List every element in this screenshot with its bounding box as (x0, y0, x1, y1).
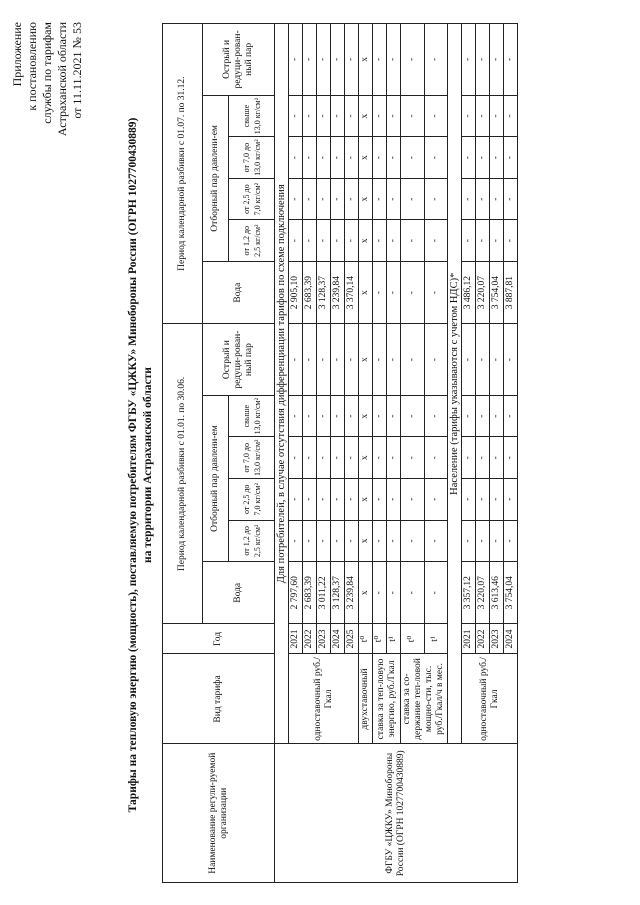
dash-cell: - (345, 137, 359, 179)
water-value-h1: 3 754,04 (504, 562, 518, 624)
year-cell: 2025 (345, 624, 359, 654)
dash-cell: - (476, 24, 490, 96)
dash-cell: - (331, 395, 345, 437)
header-pressure-4: свыше 13,0 кг/см² (229, 395, 275, 437)
header-sharp-steam: Острый и редуци-рован-ный пар (203, 24, 275, 96)
water-value-h2: 3 239,84 (331, 261, 345, 323)
dash-cell: - (462, 324, 476, 396)
dash-cell: - (373, 324, 387, 396)
year-cell: 2023 (490, 624, 504, 654)
cross-cell: x (359, 437, 373, 479)
dash-cell: - (345, 520, 359, 562)
section-consumers: Для потребителей, в случае отсутствия дифференциации тарифов по схеме подключения (275, 24, 289, 744)
dash-cell: - (303, 324, 317, 396)
dash-cell: - (504, 324, 518, 396)
year-cell: 2021 (289, 624, 303, 654)
dash-cell: - (462, 178, 476, 220)
dash-cell: - (490, 178, 504, 220)
header-period-1: Период календарной разбивки с 01.01. по 30.06. (163, 324, 203, 624)
water-value-h1: 2 797,60 (289, 562, 303, 624)
water-value-h1: 3 011,22 (317, 562, 331, 624)
cross-cell: x (359, 479, 373, 521)
dash-cell: - (490, 137, 504, 179)
cross-cell: x (359, 324, 373, 396)
header-pressure-2: от 2,5 до 7,0 кг/см² (229, 479, 275, 521)
year-cell: 2022 (476, 624, 490, 654)
cross-cell: x (359, 137, 373, 179)
dash-cell: - (345, 178, 359, 220)
dash-cell: - (462, 137, 476, 179)
dash-cell: - (476, 178, 490, 220)
dash-cell: - (504, 95, 518, 137)
dash-cell: - (289, 24, 303, 96)
appendix-line: службы по тарифам (40, 22, 54, 124)
dash-cell: - (317, 324, 331, 396)
dash-cell: - (387, 261, 401, 323)
dash-cell: - (401, 137, 425, 179)
dash-cell: - (424, 178, 448, 220)
water-value-h2: 3 128,37 (317, 261, 331, 323)
dash-cell: - (424, 395, 448, 437)
appendix-line: Астраханской области (55, 22, 69, 137)
header-year: Год (163, 624, 275, 654)
dash-cell: - (289, 395, 303, 437)
header-tariff-type: Вид тарифа (163, 654, 275, 744)
dash-cell: - (373, 261, 387, 323)
cross-cell: x (359, 395, 373, 437)
dash-cell: - (373, 520, 387, 562)
document-title (126, 115, 156, 815)
dash-cell: - (401, 24, 425, 96)
appendix-block (10, 22, 85, 202)
dash-cell: - (401, 261, 425, 323)
water-value-h1: 3 613,46 (490, 562, 504, 624)
dash-cell: - (331, 437, 345, 479)
dash-cell: - (373, 178, 387, 220)
header-sharp-steam: Острый и редуци-рован-ный пар (203, 324, 275, 396)
dash-cell: - (424, 95, 448, 137)
dash-cell: - (490, 395, 504, 437)
dash-cell: - (317, 137, 331, 179)
dash-cell: - (331, 137, 345, 179)
dash-cell: - (303, 137, 317, 179)
dash-cell: - (331, 520, 345, 562)
year-t0: t⁰ (401, 624, 425, 654)
water-value-h2: 2 683,39 (303, 261, 317, 323)
dash-cell: - (401, 95, 425, 137)
dash-cell: - (490, 95, 504, 137)
water-value-h2: 3 370,14 (345, 261, 359, 323)
year-t0: t⁰ (359, 624, 373, 654)
dash-cell: - (303, 220, 317, 262)
dash-cell: - (476, 437, 490, 479)
year-t1: t¹ (387, 624, 401, 654)
water-value-h2: 2 905,10 (289, 261, 303, 323)
dash-cell: - (504, 137, 518, 179)
dash-cell: - (373, 562, 387, 624)
dash-cell: - (476, 220, 490, 262)
dash-cell: - (504, 520, 518, 562)
dash-cell: - (424, 137, 448, 179)
cross-cell: x (359, 24, 373, 96)
dash-cell: - (387, 437, 401, 479)
year-t1: t¹ (424, 624, 448, 654)
dash-cell: - (424, 479, 448, 521)
year-cell: 2024 (331, 624, 345, 654)
dash-cell: - (401, 437, 425, 479)
dash-cell: - (424, 261, 448, 323)
dash-cell: - (462, 395, 476, 437)
dash-cell: - (504, 479, 518, 521)
header-period-2: Период календарной разбивки с 01.07. по 31.12. (163, 24, 203, 324)
dash-cell: - (289, 520, 303, 562)
dash-cell: - (401, 562, 425, 624)
dash-cell: - (476, 324, 490, 396)
header-steam: Отборный пар давлени-ем (203, 395, 229, 561)
cross-cell: x (359, 562, 373, 624)
section-population: Население (тарифы указываются с учетом НДС)* (448, 24, 462, 744)
tariff-capacity-rate: ставка за со-держание теп-ловой мощно-сти, тыс. руб./Гкал/ч в мес. (401, 654, 448, 744)
dash-cell: - (401, 520, 425, 562)
header-org: Наименование регули-руемой организации (163, 744, 275, 883)
header-pressure-4: свыше 13,0 кг/см² (229, 95, 275, 137)
dash-cell: - (317, 178, 331, 220)
dash-cell: - (424, 24, 448, 96)
dash-cell: - (504, 395, 518, 437)
dash-cell: - (303, 479, 317, 521)
dash-cell: - (424, 520, 448, 562)
dash-cell: - (490, 324, 504, 396)
dash-cell: - (401, 324, 425, 396)
dash-cell: - (373, 24, 387, 96)
dash-cell: - (476, 395, 490, 437)
dash-cell: - (476, 137, 490, 179)
header-pressure-1: от 1,2 до 2,5 кг/см² (229, 520, 275, 562)
dash-cell: - (345, 24, 359, 96)
dash-cell: - (387, 562, 401, 624)
water-value-h2: 3 220,07 (476, 261, 490, 323)
dash-cell: - (289, 437, 303, 479)
dash-cell: - (387, 220, 401, 262)
dash-cell: - (317, 520, 331, 562)
dash-cell: - (387, 479, 401, 521)
dash-cell: - (490, 520, 504, 562)
header-water: Вода (203, 261, 275, 323)
dash-cell: - (289, 95, 303, 137)
tariff-table (162, 23, 518, 883)
dash-cell: - (476, 520, 490, 562)
dash-cell: - (317, 24, 331, 96)
water-value-h1: 3 220,07 (476, 562, 490, 624)
dash-cell: - (345, 437, 359, 479)
dash-cell: - (303, 395, 317, 437)
header-steam: Отборный пар давлени-ем (203, 95, 229, 261)
dash-cell: - (462, 520, 476, 562)
header-pressure-3: от 7,0 до 13,0 кг/см² (229, 437, 275, 479)
tariff-single: одноставочный руб./Гкал (462, 654, 518, 744)
dash-cell: - (331, 178, 345, 220)
dash-cell: - (490, 24, 504, 96)
cross-cell: x (359, 520, 373, 562)
dash-cell: - (345, 95, 359, 137)
year-cell: 2021 (462, 624, 476, 654)
dash-cell: - (345, 324, 359, 396)
water-value-h2: 3 887,81 (504, 261, 518, 323)
dash-cell: - (345, 220, 359, 262)
dash-cell: - (490, 220, 504, 262)
dash-cell: - (303, 95, 317, 137)
appendix-line: Приложение (10, 22, 24, 87)
dash-cell: - (462, 220, 476, 262)
dash-cell: - (424, 324, 448, 396)
water-value-h2: 3 754,04 (490, 261, 504, 323)
dash-cell: - (401, 479, 425, 521)
dash-cell: - (476, 479, 490, 521)
cross-cell: x (359, 261, 373, 323)
year-cell: 2023 (317, 624, 331, 654)
dash-cell: - (504, 24, 518, 96)
dash-cell: - (504, 178, 518, 220)
dash-cell: - (317, 479, 331, 521)
header-water: Вода (203, 562, 275, 624)
dash-cell: - (331, 95, 345, 137)
dash-cell: - (462, 437, 476, 479)
dash-cell: - (387, 95, 401, 137)
dash-cell: - (331, 479, 345, 521)
dash-cell: - (317, 95, 331, 137)
tariff-single: одноставочный руб./Гкал (289, 654, 359, 744)
dash-cell: - (373, 479, 387, 521)
dash-cell: - (387, 178, 401, 220)
water-value-h1: 3 357,12 (462, 562, 476, 624)
dash-cell: - (387, 137, 401, 179)
dash-cell: - (504, 220, 518, 262)
dash-cell: - (476, 95, 490, 137)
cross-cell: x (359, 95, 373, 137)
org-name-cell: ФГБУ «ЦЖКУ» Минобороны России (ОГРН 1027700430889) (275, 744, 518, 883)
dash-cell: - (401, 395, 425, 437)
dash-cell: - (387, 324, 401, 396)
dash-cell: - (345, 395, 359, 437)
dash-cell: - (289, 137, 303, 179)
dash-cell: - (289, 479, 303, 521)
header-pressure-2: от 2,5 до 7,0 кг/см² (229, 178, 275, 220)
year-cell: 2022 (303, 624, 317, 654)
appendix-line: от 11.11.2021 № 53 (70, 22, 84, 119)
dash-cell: - (424, 562, 448, 624)
dash-cell: - (345, 479, 359, 521)
year-t0: t⁰ (373, 624, 387, 654)
dash-cell: - (289, 178, 303, 220)
dash-cell: - (303, 520, 317, 562)
title-line: на территории Астраханской области (142, 367, 154, 563)
header-pressure-3: от 7,0 до 13,0 кг/см² (229, 137, 275, 179)
appendix-line: к постановлению (25, 22, 39, 111)
dash-cell: - (303, 437, 317, 479)
dash-cell: - (504, 437, 518, 479)
water-value-h1: 3 239,84 (345, 562, 359, 624)
dash-cell: - (331, 324, 345, 396)
cross-cell: x (359, 220, 373, 262)
dash-cell: - (462, 24, 476, 96)
dash-cell: - (424, 220, 448, 262)
dash-cell: - (424, 437, 448, 479)
tariff-two-part: двухставочный (359, 654, 373, 744)
dash-cell: - (462, 95, 476, 137)
dash-cell: - (373, 220, 387, 262)
tariff-energy-rate: ставка за теп-ловую энергию, руб./Гкал (373, 654, 401, 744)
dash-cell: - (331, 220, 345, 262)
dash-cell: - (401, 220, 425, 262)
dash-cell: - (373, 95, 387, 137)
dash-cell: - (331, 24, 345, 96)
title-line: Тарифы на тепловую энергию (мощность), поставляемую потребителям ФГБУ «ЦЖКУ» Минобороны России (ОГРН 1027700430889) (127, 117, 139, 813)
dash-cell: - (490, 479, 504, 521)
dash-cell: - (373, 395, 387, 437)
dash-cell: - (387, 395, 401, 437)
cross-cell: x (359, 178, 373, 220)
dash-cell: - (317, 220, 331, 262)
dash-cell: - (289, 220, 303, 262)
year-cell: 2024 (504, 624, 518, 654)
water-value-h1: 3 128,37 (331, 562, 345, 624)
water-value-h1: 2 683,39 (303, 562, 317, 624)
dash-cell: - (387, 24, 401, 96)
dash-cell: - (317, 395, 331, 437)
dash-cell: - (462, 479, 476, 521)
dash-cell: - (490, 437, 504, 479)
dash-cell: - (289, 324, 303, 396)
dash-cell: - (373, 137, 387, 179)
dash-cell: - (303, 24, 317, 96)
dash-cell: - (303, 178, 317, 220)
dash-cell: - (387, 520, 401, 562)
header-pressure-1: от 1,2 до 2,5 кг/см² (229, 220, 275, 262)
dash-cell: - (373, 437, 387, 479)
water-value-h2: 3 486,12 (462, 261, 476, 323)
dash-cell: - (401, 178, 425, 220)
dash-cell: - (317, 437, 331, 479)
